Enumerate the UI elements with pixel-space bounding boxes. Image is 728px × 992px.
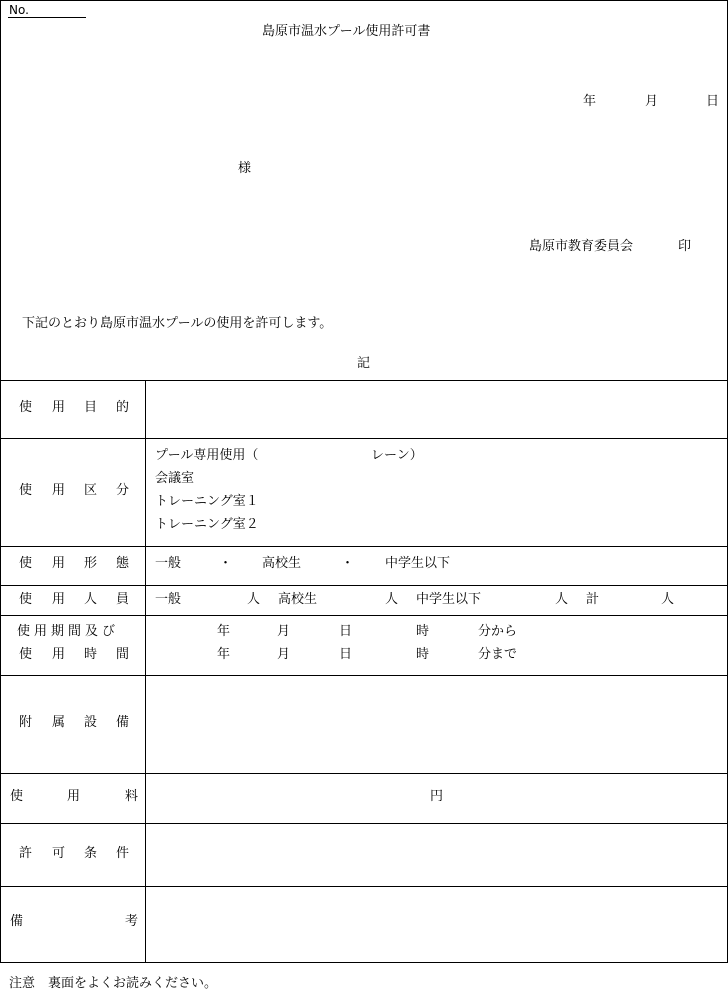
people-junior-high: 中学生以下 xyxy=(416,592,482,607)
row-divider xyxy=(0,773,727,774)
footer-note: 注意 裏面をよくお読みください。 xyxy=(9,976,218,991)
period-start-minute: 分から xyxy=(478,624,518,639)
period-end-minute: 分まで xyxy=(478,647,518,662)
people-total: 計 xyxy=(586,592,600,607)
date-month: 月 xyxy=(645,94,659,109)
label-form-4: 態 xyxy=(116,556,130,571)
people-unit: 人 xyxy=(661,592,675,607)
fee-yen-unit: 円 xyxy=(430,789,444,804)
option-meeting-room: 会議室 xyxy=(155,471,195,486)
permission-statement: 下記のとおり島原市温水プールの使用を許可します。 xyxy=(22,316,333,331)
label-equipment-2: 属 xyxy=(52,715,66,730)
document-title: 島原市温水プール使用許可書 xyxy=(262,24,431,39)
people-unit: 人 xyxy=(385,592,399,607)
label-conditions-4: 件 xyxy=(116,846,130,861)
pool-lane-prefix: プール専用使用（ xyxy=(155,448,259,463)
label-purpose-4: 的 xyxy=(116,400,130,415)
option-training-room-1: トレーニング室１ xyxy=(155,494,259,509)
date-year: 年 xyxy=(583,94,597,109)
people-high-school: 高校生 xyxy=(278,592,318,607)
period-end-hour: 時 xyxy=(416,647,430,662)
label-equipment-4: 備 xyxy=(116,715,130,730)
label-people-4: 員 xyxy=(116,592,130,607)
row-divider xyxy=(0,615,727,616)
addressee-suffix: 様 xyxy=(238,161,252,176)
label-remarks-1: 備 xyxy=(10,914,24,929)
label-remarks-2: 考 xyxy=(125,914,139,929)
label-fee-2: 用 xyxy=(67,789,81,804)
form-general: 一般 xyxy=(155,556,182,571)
people-unit: 人 xyxy=(247,592,261,607)
period-start-day: 日 xyxy=(339,624,353,639)
table-top-line xyxy=(0,380,727,381)
label-purpose-1: 使 xyxy=(19,400,33,415)
period-start-year: 年 xyxy=(217,624,231,639)
period-start-month: 月 xyxy=(277,624,291,639)
issuer-name: 島原市教育委員会 xyxy=(529,239,634,254)
label-form-1: 使 xyxy=(19,556,33,571)
label-conditions-3: 条 xyxy=(84,846,98,861)
label-equipment-3: 設 xyxy=(84,715,98,730)
label-people-1: 使 xyxy=(19,592,33,607)
form-separator: ・ xyxy=(219,556,233,571)
label-category-3: 区 xyxy=(84,483,98,498)
column-divider xyxy=(145,380,146,962)
form-high-school: 高校生 xyxy=(262,556,302,571)
no-underline xyxy=(8,17,86,18)
label-fee-3: 料 xyxy=(125,789,139,804)
label-people-3: 人 xyxy=(84,592,98,607)
date-day: 日 xyxy=(706,94,720,109)
label-category-2: 用 xyxy=(52,483,66,498)
period-start-hour: 時 xyxy=(416,624,430,639)
people-general: 一般 xyxy=(155,592,182,607)
label-conditions-1: 許 xyxy=(19,846,33,861)
form-junior-high: 中学生以下 xyxy=(385,556,451,571)
label-category-1: 使 xyxy=(19,483,33,498)
row-divider xyxy=(0,585,727,586)
label-period-line1: 使用期間及び xyxy=(17,624,120,639)
pool-lane-suffix: レーン） xyxy=(371,448,423,463)
people-unit: 人 xyxy=(555,592,569,607)
label-fee-1: 使 xyxy=(10,789,24,804)
label-form-3: 形 xyxy=(84,556,98,571)
label-purpose-3: 目 xyxy=(84,400,98,415)
label-purpose-2: 用 xyxy=(52,400,66,415)
row-divider xyxy=(0,438,727,439)
label-form-2: 用 xyxy=(52,556,66,571)
period-end-month: 月 xyxy=(277,647,291,662)
period-end-day: 日 xyxy=(339,647,353,662)
row-divider xyxy=(0,886,727,887)
label-period-2-1: 使 xyxy=(19,647,33,662)
row-divider xyxy=(0,675,727,676)
label-conditions-2: 可 xyxy=(52,846,66,861)
row-divider xyxy=(0,823,727,824)
label-people-2: 用 xyxy=(52,592,66,607)
period-end-year: 年 xyxy=(217,647,231,662)
row-divider xyxy=(0,546,727,547)
option-training-room-2: トレーニング室２ xyxy=(155,517,259,532)
form-separator: ・ xyxy=(341,556,355,571)
no-label: No. xyxy=(9,3,29,17)
label-period-2-2: 用 xyxy=(52,647,66,662)
label-period-2-3: 時 xyxy=(84,647,98,662)
label-period-2-4: 間 xyxy=(116,647,130,662)
label-category-4: 分 xyxy=(116,483,130,498)
label-equipment-1: 附 xyxy=(19,715,33,730)
seal-mark: 印 xyxy=(678,239,692,254)
ki-heading: 記 xyxy=(357,356,371,371)
